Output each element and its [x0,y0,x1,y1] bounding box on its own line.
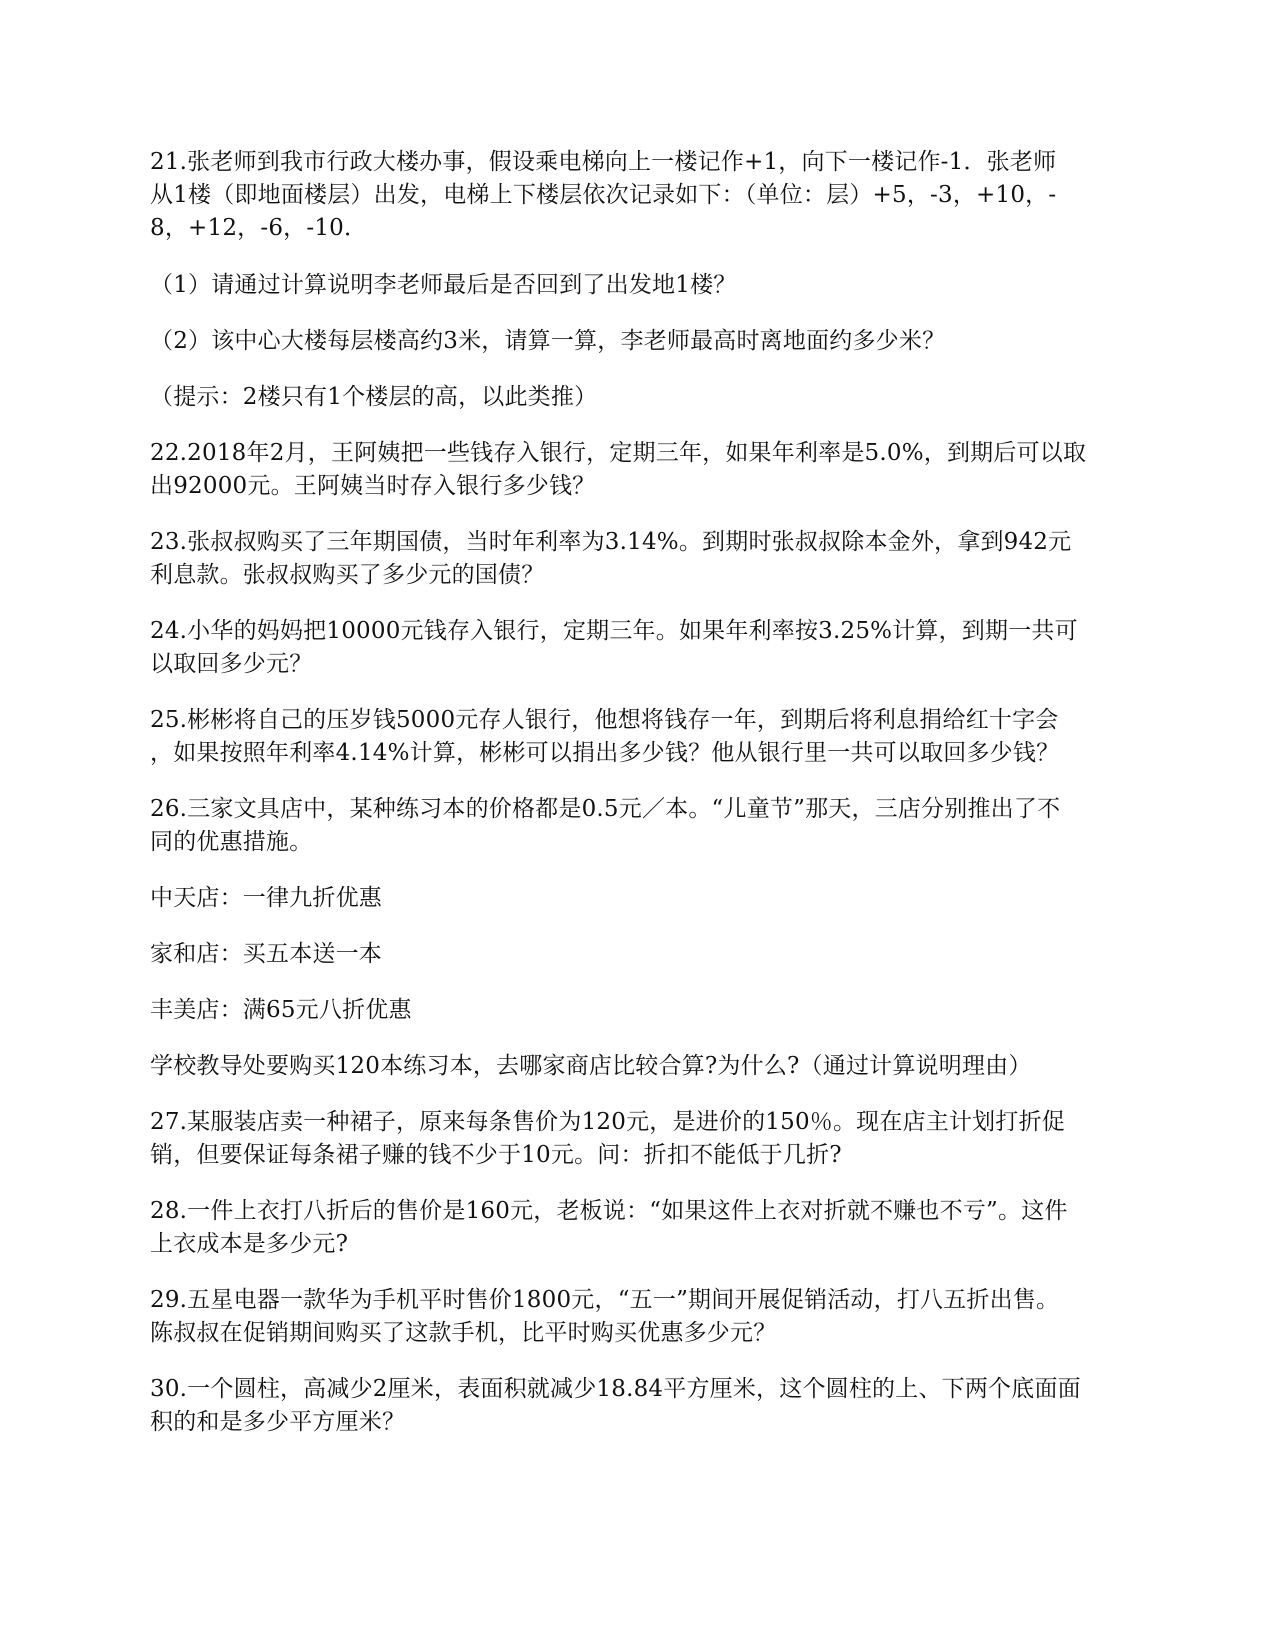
problem-21-part-1: （1）请通过计算说明李老师最后是否回到了出发地1楼？ [150,272,737,298]
problem-29: 29.五星电器一款华为手机平时售价1800元，“五一”期间开展促销活动，打八五折出售。 陈叔叔在促销期间购买了这款手机，比平时购买优惠多少元？ [150,1287,1060,1346]
problem-23: 23.张叔叔购买了三年期国债，当时年利率为3.14%。到期时张叔叔除本金外，拿到942元 利息款。张叔叔购买了多少元的国债？ [150,529,1072,588]
problem-26-question: 学校教导处要购买120本练习本，去哪家商店比较合算?为什么?（通过计算说明理由） [150,1053,1032,1079]
problem-26-store-fengmei: 丰美店：满65元八折优惠 [150,997,412,1023]
problem-25: 25.彬彬将自己的压岁钱5000元存人银行，他想将钱存一年，到期后将利息捐给红十字会 ，如果按照年利率4.14%计算，彬彬可以捐出多少钱？他从银行里一共可以取回多少钱？ [150,707,1060,766]
problem-21-hint: （提示：2楼只有1个楼层的高，以此类推） [150,384,598,410]
problem-26: 26.三家文具店中，某种练习本的价格都是0.5元／本。“儿童节”那天，三店分别推出了不 同的优惠措施。 [150,796,1061,855]
document-body [150,146,1135,1439]
problem-24: 24.小华的妈妈把10000元钱存入银行，定期三年。如果年利率按3.25%计算，到期一共可 以取回多少元？ [150,618,1078,677]
problem-26-store-zhongtian: 中天店：一律九折优惠 [150,885,382,911]
problem-22: 22.2018年2月，王阿姨把一些钱存入银行，定期三年，如果年利率是5.0%，到期后可以取 出92000元。王阿姨当时存入银行多少钱？ [150,440,1087,499]
problem-21: 21.张老师到我市行政大楼办事，假设乘电梯向上一楼记作+1，向下一楼记作-1．张老师 从1楼（即地面楼层）出发，电梯上下楼层依次记录如下：（单位：层）+5，-3，+10，- 8，+12，-6，-10． [150,149,1057,241]
problem-30: 30.一个圆柱，高减少2厘米，表面积就减少18.84平方厘米，这个圆柱的上、下两个底面面 积的和是多少平方厘米？ [150,1376,1081,1435]
problem-28: 28.一件上衣打八折后的售价是160元，老板说：“如果这件上衣对折就不赚也不亏”。这件 上衣成本是多少元? [150,1198,1068,1257]
problem-26-store-jiahe: 家和店：买五本送一本 [150,941,382,967]
problem-21-part-2: （2）该中心大楼每层楼高约3米，请算一算，李老师最高时离地面约多少米？ [150,328,946,354]
problem-27: 27.某服装店卖一种裙子，原来每条售价为120元，是进价的150％。现在店主计划打折促 销，但要保证每条裙子赚的钱不少于10元。问：折扣不能低于几折? [150,1109,1065,1168]
